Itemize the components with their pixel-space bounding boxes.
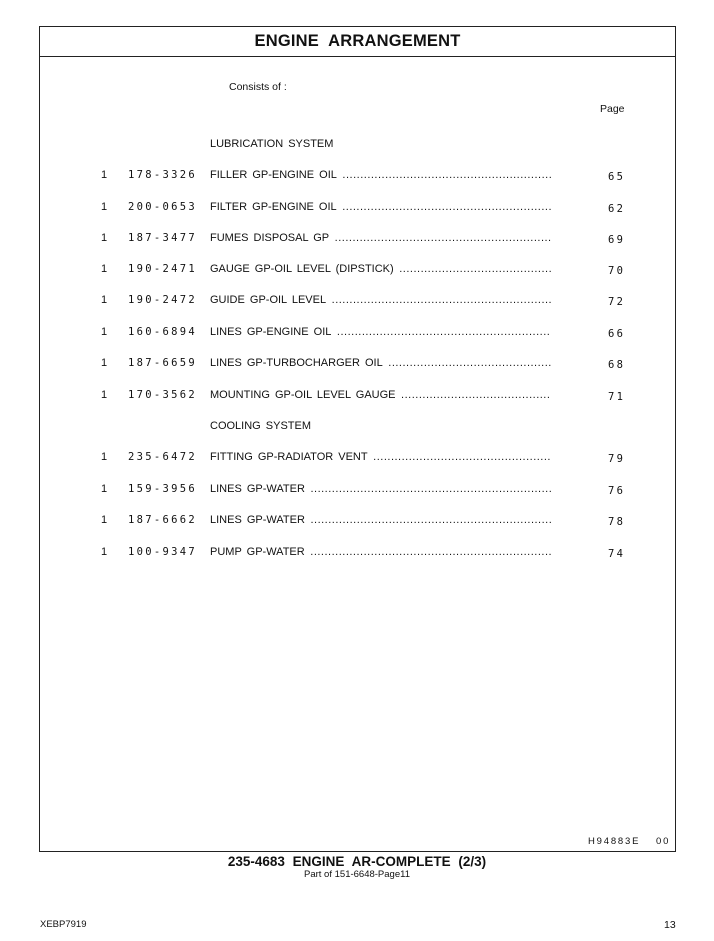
parts-row — [40, 389, 677, 405]
quantity: 1 — [101, 263, 108, 275]
parts-row — [40, 201, 677, 217]
parts-row — [40, 232, 677, 248]
illustration-revision: 00 — [656, 836, 671, 847]
quantity: 1 — [101, 169, 108, 181]
quantity: 1 — [101, 232, 108, 244]
title-bar — [40, 27, 675, 57]
page-reference: 68 — [608, 359, 626, 371]
section-heading-lubrication: LUBRICATION SYSTEM — [210, 138, 334, 150]
page-reference: 65 — [608, 171, 626, 183]
section-heading-cooling: COOLING SYSTEM — [210, 420, 312, 432]
parts-row — [40, 483, 677, 499]
page-reference: 78 — [608, 516, 626, 528]
part-number: 159-3956 — [128, 483, 197, 495]
parts-row — [40, 169, 677, 185]
part-description: GAUGE GP-OIL LEVEL (DIPSTICK) ..... — [210, 263, 551, 275]
part-number: 187-6659 — [128, 357, 197, 369]
quantity: 1 — [101, 483, 108, 495]
page-reference: 62 — [608, 203, 626, 215]
parts-list-frame — [39, 26, 676, 852]
page-reference: 66 — [608, 328, 626, 340]
quantity: 1 — [101, 546, 108, 558]
part-number: 187-3477 — [128, 232, 197, 244]
quantity: 1 — [101, 294, 108, 306]
page-reference: 76 — [608, 485, 626, 497]
quantity: 1 — [101, 514, 108, 526]
quantity: 1 — [101, 389, 108, 401]
page-reference: 74 — [608, 548, 626, 560]
part-description: FITTING GP-RADIATOR VENT ..... — [210, 451, 551, 463]
part-number: 200-0653 — [128, 201, 197, 213]
page-reference: 70 — [608, 265, 626, 277]
parts-row — [40, 263, 677, 279]
part-description: LINES GP-ENGINE OIL ..... — [210, 326, 551, 338]
part-description: GUIDE GP-OIL LEVEL ..... — [210, 294, 551, 306]
page-number: 13 — [664, 919, 676, 931]
parts-row — [40, 514, 677, 530]
quantity: 1 — [101, 451, 108, 463]
page-reference: 69 — [608, 234, 626, 246]
part-description: LINES GP-WATER ..... — [210, 514, 551, 526]
quantity: 1 — [101, 201, 108, 213]
part-number: 160-6894 — [128, 326, 197, 338]
footer-subtitle: Part of 151-6648-Page11 — [304, 869, 410, 880]
quantity: 1 — [101, 357, 108, 369]
page-reference: 79 — [608, 453, 626, 465]
parts-row — [40, 546, 677, 562]
document-id: XEBP7919 — [40, 919, 87, 930]
part-description: PUMP GP-WATER ..... — [210, 546, 551, 558]
consists-of-label: Consists of : — [229, 81, 287, 93]
part-number: 190-2472 — [128, 294, 197, 306]
part-number: 190-2471 — [128, 263, 197, 275]
parts-row — [40, 326, 677, 342]
part-description: FUMES DISPOSAL GP ..... — [210, 232, 551, 244]
parts-row — [40, 294, 677, 310]
part-description: LINES GP-TURBOCHARGER OIL ..... — [210, 357, 551, 369]
part-number: 235-6472 — [128, 451, 197, 463]
part-number: 170-3562 — [128, 389, 197, 401]
parts-row — [40, 357, 677, 373]
part-number: 187-6662 — [128, 514, 197, 526]
part-description: MOUNTING GP-OIL LEVEL GAUGE ..... — [210, 389, 551, 401]
page-reference: 72 — [608, 296, 626, 308]
illustration-code: H94883E — [588, 836, 641, 847]
quantity: 1 — [101, 326, 108, 338]
part-description: FILTER GP-ENGINE OIL ..... — [210, 201, 551, 213]
page-title: ENGINE ARRANGEMENT — [254, 32, 461, 50]
part-description: FILLER GP-ENGINE OIL ..... — [210, 169, 551, 181]
footer-title: 235-4683 ENGINE AR-COMPLETE (2/3) — [227, 854, 487, 869]
parts-row — [40, 451, 677, 467]
part-number: 178-3326 — [128, 169, 197, 181]
page-column-header: Page — [600, 103, 625, 115]
page-reference: 71 — [608, 391, 626, 403]
part-number: 100-9347 — [128, 546, 197, 558]
part-description: LINES GP-WATER ..... — [210, 483, 551, 495]
